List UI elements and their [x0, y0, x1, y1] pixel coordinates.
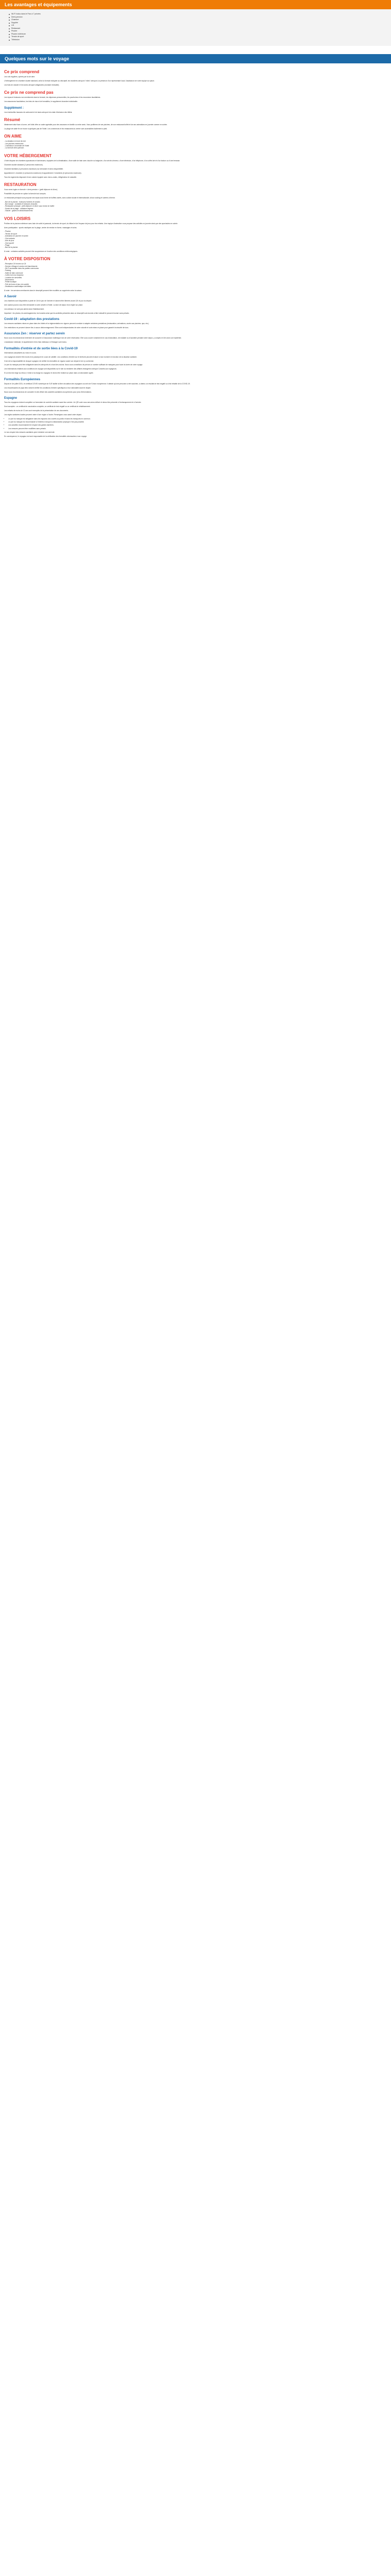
- list-item: - Réception 24 heures sur 24: [4, 263, 26, 265]
- trip-content: [0, 63, 391, 437]
- text-list: [4, 201, 387, 212]
- paragraph: Tous les logements disposent d'une cuisine équipée avec micro-ondes, réfrigérateur et vaisselle.: [4, 176, 77, 178]
- paragraph: Les frais de dossier et les taxes aéroport obligatoires (montant révisable).: [4, 83, 60, 86]
- paragraph: Le non-respect des mesures sanitaires peut entraîner une amende.: [4, 431, 55, 434]
- list-item: - Terrain de sport: [4, 232, 17, 235]
- list-item: - Club sportif: [4, 242, 14, 244]
- paragraph: Si un test est exigé au retour, il reste à la charge du voyageur et devra être réalisé sur place dans un laboratoire agréé.: [4, 372, 94, 375]
- list-item: - La situation en bord de mer: [4, 140, 26, 143]
- paragraph: Depuis le 1er juillet 2021, le certificat COVID numérique de l'UE facilite la libre circulation des voyageurs au sein de l'Union européenne. Il atteste qu'une personne a été vaccinée, a obtenu un résultat de test négatif ou s'est rétablie de la COVID-19.: [4, 382, 190, 385]
- list-item: - Parking: [4, 269, 11, 272]
- paragraph: Avec participation : sports nautiques sur la plage, centre de remise en forme, massages et soins.: [4, 226, 77, 229]
- paragraph: À noter : les services mentionnés dans le descriptif peuvent être modifiés ou supprimés selon la saison.: [4, 289, 83, 292]
- list-item: - Distributeur automatique de billets: [4, 285, 31, 288]
- paragraph: Idéalement situé face à la mer, cet hôtel offre un cadre agréable pour des vacances en famille ou entre amis. Vous profiterez de ses piscines, de son restaurant buffet et de ses animations en journée comme en soirée.: [4, 123, 168, 126]
- trip-info-header: Quelques mots sur le voyage: [0, 54, 391, 63]
- section-heading: Ce prix comprend: [4, 70, 40, 74]
- text-list: [4, 140, 387, 149]
- section-heading: RESTAURATION: [4, 182, 37, 187]
- list-item: - Prêt de livres et jeux de société: [4, 283, 29, 285]
- subsection-heading: Assurance Zen : réserver et partez serein: [4, 332, 65, 336]
- paragraph: Les informations relatives aux conditions de voyage sont disponibles sur le site du ministère des affaires étrangères rubrique Conseils aux voyageurs.: [4, 368, 117, 370]
- amenity-item: Restaurant: [11, 27, 391, 30]
- paragraph: Sont acceptés : un certificat de vaccination complète, un certificat de test négatif ou un certificat de rétablissement.: [4, 405, 91, 408]
- list-item: • Le port du masque est recommandé à l'extérieur lorsque la distanciation physique n'est pas possible.: [8, 421, 387, 423]
- list-item: • Le port du masque est obligatoire dans les espaces clos ouverts au public et dans les transports en commun.: [8, 418, 387, 420]
- list-item: - Les piscines extérieures: [4, 142, 24, 145]
- paragraph: Les animaux ne sont pas admis dans l'établissement.: [4, 308, 44, 310]
- paragraph: Les repas et boissons non mentionnés dans la formule, les dépenses personnelles, les pourboires et les excursions facultatives.: [4, 96, 101, 99]
- subsection-heading: A Savoir: [4, 295, 17, 298]
- list-item: - Location de serviettes: [4, 276, 22, 279]
- paragraph: L'assistance médicale, le rapatriement et les frais médicaux à l'étranger sont inclus.: [4, 341, 67, 344]
- paragraph: Les chambres sont disponibles à partir de 14h le jour de l'arrivée et doivent être libérées avant 12h le jour du départ.: [4, 300, 92, 302]
- list-item: - L'ambiance conviviale de l'hôtel: [4, 145, 29, 147]
- section-heading: Résumé: [4, 117, 21, 122]
- subsection-heading: Supplément :: [4, 106, 24, 110]
- paragraph: Chambre double standard (2 personnes maximum).: [4, 163, 43, 166]
- list-item: - Restaurant principal : petit déjeuner et dîner sous forme de buffet: [4, 205, 55, 208]
- amenity-item: Piscine: [11, 30, 391, 33]
- list-item: - Aire de jeux: [4, 240, 14, 242]
- paragraph: Les règles sanitaires locales peuvent varier d'une région à l'autre. Renseignez-vous avant votre départ.: [4, 413, 82, 416]
- paragraph: Les voyageurs doivent être munis d'un passeport en cours de validité. Les conditions d'entrée sur le territoire peuvent évoluer à tout moment en fonction de la situation sanitaire.: [4, 355, 137, 358]
- list-item: - La formule demi-pension: [4, 147, 24, 149]
- amenity-item: Piscine extérieure: [11, 33, 391, 36]
- list-item: - Glacier : glaces et rafraîchissements: [4, 210, 33, 212]
- amenity-item: Lift: [11, 24, 391, 27]
- paragraph: Les assurances facultatives, les frais de visa et de formalités, le supplément chambre individuelle.: [4, 100, 78, 103]
- paragraph: Possibilité de prendre en option la formule tout compris.: [4, 192, 46, 195]
- paragraph: Il est de la responsabilité de chaque voyageur de vérifier les formalités en vigueur avant son départ et de s'y conformer.: [4, 360, 94, 362]
- subsection-heading: Formalités Européennes: [4, 378, 41, 381]
- list-item: - Piscine: [4, 230, 11, 233]
- paragraph: Nous vous recommandons de consulter le site officiel des autorités sanitaires européennes pour plus d'informations.: [4, 391, 92, 393]
- text-list: [4, 230, 387, 248]
- paragraph: Tous les voyageurs doivent compléter un formulaire de contrôle sanitaire avant leur arrivée. Un QR code vous sera alors délivré et devra être présenté à l'embarquement et à l'arrivée.: [4, 401, 142, 403]
- text-list: [4, 418, 387, 430]
- list-item: • Les mesures peuvent être modifiées sans préavis.: [8, 428, 387, 430]
- subsection-heading: Covid-19 : adaptation des prestations: [4, 318, 60, 321]
- amenity-item: Télévision: [11, 39, 391, 42]
- paragraph: À noter : certaines activités peuvent être suspendues en fonction des conditions météorologiques.: [4, 250, 78, 252]
- paragraph: Les mesures sanitaires mises en place dans les hôtels et la réglementation en vigueur peuvent conduire à adapter certaines prestations (restauration, animations, accès aux piscines, spa, etc.).: [4, 323, 150, 325]
- amenity-item: Demi-pension: [11, 16, 391, 19]
- paragraph: Les vols réguliers, opérés par la cie aéro: [4, 76, 35, 78]
- paragraph: Chambre familiale (4 personnes maximum) sur demande et selon disponibilité.: [4, 167, 63, 170]
- amenity-item: Terrain de sport: [11, 36, 391, 39]
- amenity-item: Chambre: [11, 19, 391, 22]
- paragraph: Important : les photos, les aménagements, les horaires ainsi que les activités présentés dans ce descriptif sont donnés à titre indicatif et peuvent évoluer sans préavis.: [4, 312, 129, 314]
- amenity-item: Supplée: [11, 22, 391, 25]
- paragraph: Informations actualisées au mois en cours.: [4, 351, 37, 354]
- list-item: - Snack de la plage : collations légères: [4, 207, 34, 210]
- paragraph: Les ressortissants de pays tiers doivent vérifier les conditions d'entrée spécifiques à leur nationalité avant le départ.: [4, 386, 91, 389]
- paragraph: Une caution pourra vous être demandée à votre arrivée à l'hôtel. La taxe de séjour est à régler sur place.: [4, 303, 83, 306]
- section-heading: VOTRE HÉBERGEMENT: [4, 153, 52, 158]
- paragraph: Les enfants de moins de 12 ans sont exemptés de la présentation de ces documents.: [4, 409, 69, 412]
- paragraph: Le port du masque peut être obligatoire dans les aéroports et à bord des avions. Nous vous conseillons de prévoir un nombre suffisant de masques pour toute la durée de votre voyage.: [4, 364, 143, 366]
- amenities-header: Les avantages et équipements: [0, 0, 391, 9]
- paragraph: En conséquence, le voyageur est seul responsable de la vérification des formalités nécessaires à son voyage.: [4, 435, 87, 438]
- list-item: - Salle de bain commune: [4, 272, 23, 274]
- paragraph: Nous vous recommandons fortement de souscrire à l'assurance multirisque lors de votre réservation. Elle vous couvre notamment en cas d'annulation, de maladie ou d'accident pendant votre séjour, y compris en lien avec une épidémie.: [4, 337, 182, 340]
- paragraph: Les éventuelles hausses de carburant et de taxes aéroport à la date d'émission des billets.: [4, 111, 73, 113]
- list-item: - Ascenseurs: [4, 278, 14, 281]
- section-heading: Ce prix ne comprend pas: [4, 90, 54, 95]
- list-item: - Coffre-fort à la réception: [4, 274, 24, 277]
- amenity-item: Wi-Fi inclus dans le Parc à 7 privées: [11, 13, 391, 16]
- subsection-heading: Espagne: [4, 396, 18, 400]
- list-item: - Club enfants: [4, 237, 15, 240]
- text-list: [4, 263, 387, 287]
- paragraph: Appartement 1 chambre (4 personnes maximum) et appartement 2 chambres (6 personnes maximum).: [4, 172, 82, 174]
- amenities-list: [0, 9, 391, 46]
- paragraph: Profitez de la piscine extérieure avec bain de soleil et parasols, du terrain de sport, du billard et de l'espace de jeux pour les enfants. Une équipe d'animation vous propose des activités en journée ainsi que des spectacles en soirée.: [4, 222, 178, 225]
- list-item: - Bar de la piscine: [4, 246, 18, 249]
- paragraph: L'hébergement en chambre double standard, selon la formule indiquée au descriptif, les transferts aéroport / hôtel / aéroport, la présence d'un représentant local, l'assistance de notre équipe sur place.: [4, 79, 155, 82]
- list-item: - Wi-Fi accessible dans les parties communes: [4, 267, 39, 269]
- paragraph: Ces restrictions ne peuvent donner lieu à aucun dédommagement. Elles sont indépendantes de notre volonté et sont mises en place pour garantir la sécurité de tous.: [4, 327, 129, 329]
- paragraph: Vous serez logés en formule « demi-pension » (petit déjeuner et dîner).: [4, 188, 58, 191]
- paragraph: Le restaurant principal vous propose ses repas sous forme de buffets variés, avec cuisine locale et internationale, show cooking et soirées à thème.: [4, 196, 116, 199]
- list-item: • Les autorités recommandent le respect des gestes barrières.: [8, 424, 387, 426]
- list-item: - Plage: [4, 244, 10, 246]
- paragraph: La plage de sable fin se trouve à quelques pas de l'hôtel. Les commerces et les restaurants du centre sont accessibles facilement à pied.: [4, 127, 108, 130]
- subsection-heading: Formalités d'entrée et de sortie liées à la Covid-19: [4, 347, 78, 350]
- list-item: - Bar de la piscine : boissons fraîches et snacks: [4, 200, 40, 203]
- list-item: - Service d'étage et service de blanchisserie: [4, 265, 38, 267]
- list-item: - Bar lounge : cocktails et boissons chaudes: [4, 203, 38, 206]
- list-item: - Petite boutique: [4, 281, 17, 283]
- section-heading: VOS LOISIRS: [4, 216, 31, 221]
- section-heading: À VOTRE DISPOSITION: [4, 257, 51, 262]
- paragraph: L'hôtel dispose de chambres spacieuses et lumineuses, équipées de la climatisation, d'une salle de bain avec douche ou baignoire, d'un sèche-cheveux, d'une télévision, d'un téléphone, d'un coffre-fort et d'un balcon ou d'une terrasse.: [4, 159, 181, 162]
- section-heading: ON AIME: [4, 134, 22, 139]
- list-item: - Animation en journée et soirée: [4, 235, 28, 238]
